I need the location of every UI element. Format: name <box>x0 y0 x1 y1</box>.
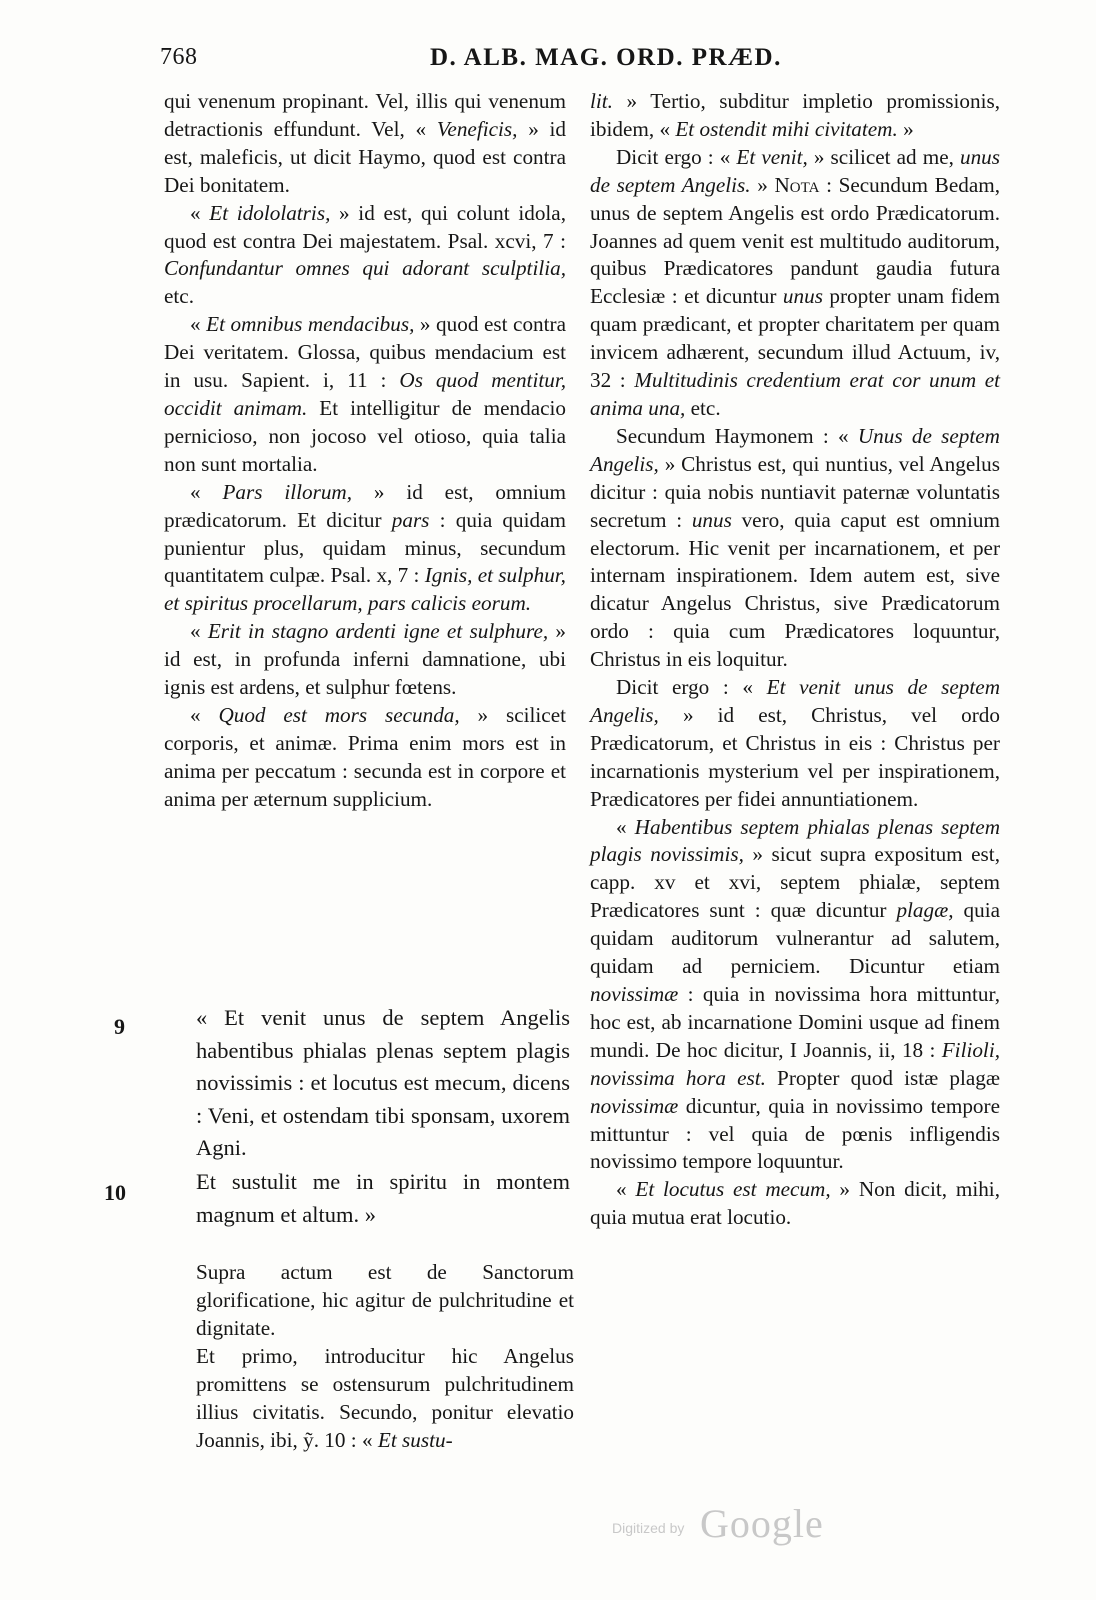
verse-text: Et sustulit me in spiritu in montem magnum et altum. » <box>196 1169 570 1227</box>
italic-text: Veneficis, <box>436 116 518 141</box>
text-run: » sicut supra expositum est, capp. xv et xvi, septem phialæ, septem Prædicatores sunt : quæ dicuntur <box>590 842 1000 923</box>
italic-text: Habentibus septem phialas plenas septem plagis novissimis, <box>590 814 1001 867</box>
italic-text: Erit in stagno ardenti igne et sulphure, <box>207 619 549 644</box>
text-run: : quia quidam punientur plus, quidam minus, secundum quantitatem culpæ. Psal. x, 7 : <box>164 507 566 588</box>
italic-text: Multitudinis credentium erat cor unum et anima una, <box>590 368 1000 420</box>
text-run: « <box>190 702 219 727</box>
text-run: Et primo, introducitur hic Angelus promittens se ostensurum pulchritudinem illius civitatis. Secundo, ponitur elevatio Joannis, ibi, ỹ. 10 : « <box>196 1344 574 1452</box>
text-run: propter unam fidem quam prædicant, et propter charitatem per quam invicem adhærent, secundum illud Actuum, iv, 32 : <box>590 284 1000 393</box>
italic-text: Unus de septem Angelis, <box>590 423 1000 476</box>
page-number: 768 <box>160 44 198 70</box>
text-run: » id est, maleficis, ut dicit Haymo, quod est contra Dei bonitatem. <box>164 116 567 197</box>
italic-text: lit. <box>590 89 613 113</box>
verse-number-9: 9 <box>114 1014 125 1039</box>
paragraph <box>164 618 566 702</box>
text-run: » <box>897 116 914 141</box>
italic-text: novissimæ <box>590 982 679 1006</box>
running-title: D. ALB. MAG. ORD. PRÆD. <box>430 44 782 71</box>
italic-text: Confundantur omnes qui adorant sculptilia, <box>164 256 566 281</box>
text-run: » Christus est, qui nuntius, vel Angelus dicitur : quia nobis nuntiavit paternæ voluntatis secretum : <box>590 451 1000 532</box>
italic-text: Et locutus est mecum, <box>635 1177 831 1202</box>
text-run: « <box>616 1177 636 1202</box>
paragraph <box>590 144 1000 423</box>
paragraph <box>590 674 1000 814</box>
text-run: etc. <box>164 284 194 309</box>
italic-text: unus <box>782 284 823 309</box>
text-run: « <box>190 200 210 225</box>
paragraph <box>590 814 1000 1177</box>
italic-text: plagæ, <box>896 898 954 923</box>
text-run: vero, quia caput est omnium electorum. Hic venit per incarnationem, et per internam inspirationem. Idem autem est, sive dicatur Angelus Christus, sive Prædicatorum ordo : quia cum Prædicatores loquuntur, Christus in eis loquitur. <box>590 507 1000 672</box>
right-column <box>590 88 1000 1232</box>
italic-text: Filioli, novissima hora est. <box>590 1037 1000 1090</box>
text-run: etc. <box>685 395 721 420</box>
text-run: » id est, omnium prædicatorum. Et dicitur <box>164 479 566 532</box>
text-run: » id est, Christus, vel ordo Prædicatorum, et Christus in eis : Christus per incarnationis mysterium vel per inspirationem, Prædicatores per fidei annuntiationem. <box>590 702 1000 811</box>
paragraph <box>590 423 1000 674</box>
paragraph <box>164 200 566 312</box>
italic-text: Et venit unus de septem Angelis, <box>590 675 1000 727</box>
italic-text: unus de septem Angelis. <box>590 144 1001 197</box>
text-run: dicuntur, quia in novissimo tempore mittuntur : vel quia de pœnis infligendis novissimo tempore loquuntur. <box>590 1093 1000 1174</box>
paragraph <box>164 88 566 200</box>
verse-9 <box>196 1002 570 1165</box>
text-run: : quia in novissima hora mittuntur, hoc est, ab incarnatione Domini usque ad finem mundi. De hoc dicitur, I Joannis, ii, 18 : <box>590 982 1000 1062</box>
text-run: » scilicet ad me, <box>807 144 960 169</box>
text-run: Propter quod istæ plagæ <box>765 1065 1000 1090</box>
text-run: Supra actum est de Sanctorum glorificatione, hic agitur de pulchritudine et dignitate. <box>196 1260 574 1340</box>
paragraph <box>196 1342 574 1454</box>
italic-text: Ignis, et sulphur, et spiritus procellarum, pars calicis eorum. <box>164 563 566 616</box>
paragraph <box>164 311 566 478</box>
text-run: » id est, qui colunt idola, quod est contra Dei majestatem. Psal. xcvi, 7 : <box>164 200 566 253</box>
text-run: quia quidam auditorum vulnerantur ad salutem, quidam ad perniciem. Dicuntur etiam <box>590 898 1000 979</box>
text-run: » Non dicit, mihi, quia mutua erat locutio. <box>590 1177 1000 1230</box>
italic-text: Et ostendit mihi civitatem. <box>675 116 898 141</box>
text-run: » quod est contra Dei veritatem. Glossa, quibus mendacium est in usu. Sapient. i, 11 : <box>164 312 566 393</box>
text-run: » scilicet corporis, et animæ. Prima enim mors est in anima per peccatum : secunda est in corpore et anima per æternum supplicium. <box>164 702 566 811</box>
text-run: » id est, in profunda inferni damnatione, ubi ignis est ardens, et sulphur fœtens. <box>164 619 566 700</box>
paragraph <box>590 1176 1000 1232</box>
italic-text: unus <box>691 507 732 532</box>
text-run: Dicit ergo : « <box>616 144 737 169</box>
text-run: « <box>616 814 635 839</box>
small-caps-text: Nota <box>774 172 820 197</box>
text-run: Et intelligitur de mendacio pernicioso, non jocoso vel otioso, quia talia non sunt mortalia. <box>164 395 566 476</box>
paragraph <box>196 1258 574 1342</box>
verse-text: « Et venit unus de septem Angelis habentibus phialas plenas septem plagis novissimis : et locutus est mecum, dicens : Veni, et ostendam tibi sponsam, uxorem Agni. <box>196 1005 570 1160</box>
italic-text: novissimæ <box>590 1093 679 1118</box>
text-run: » <box>750 172 775 197</box>
italic-text: pars <box>391 507 430 532</box>
paragraph <box>590 88 1000 144</box>
text-run: : Secundum Bedam, unus de septem Angelis est ordo Prædicatorum. Joannes ad quem venit est multitudo auditorum, quibus Prædicatores pandunt gaudia futura Ecclesiæ : et dicuntur <box>590 172 1000 309</box>
italic-text: Pars illorum, <box>222 479 353 504</box>
digitized-by-text: Digitized by <box>612 1520 685 1536</box>
page-header <box>0 44 1096 84</box>
text-run: qui venenum propinant. Vel, illis qui venenum detractionis effundunt. Vel, « <box>164 89 566 141</box>
paragraph <box>164 702 566 814</box>
italic-text: Et idololatris, <box>209 200 331 225</box>
italic-text: Quod est mors secunda, <box>218 702 460 727</box>
italic-text: Et venit, <box>736 144 808 169</box>
left-column <box>164 88 566 814</box>
text-run: « <box>190 619 208 644</box>
italic-text: Os quod mentitur, occidit animam. <box>164 368 567 420</box>
verse-number-10: 10 <box>104 1180 126 1205</box>
left-commentary <box>196 1258 574 1454</box>
text-run: « <box>190 312 207 337</box>
verse-10 <box>196 1166 570 1231</box>
italic-text: Et sustu- <box>377 1428 453 1452</box>
text-run: « <box>190 479 223 504</box>
text-run: Secundum Haymonem : « <box>616 423 858 448</box>
text-run: Dicit ergo : « <box>616 675 767 700</box>
text-run: » Tertio, subditur impletio promissionis, ibidem, « <box>590 89 1000 141</box>
paragraph <box>164 479 566 619</box>
italic-text: Et omnibus mendacibus, <box>206 312 415 337</box>
digitized-footer <box>612 1500 852 1550</box>
google-logo: Google <box>700 1501 824 1546</box>
